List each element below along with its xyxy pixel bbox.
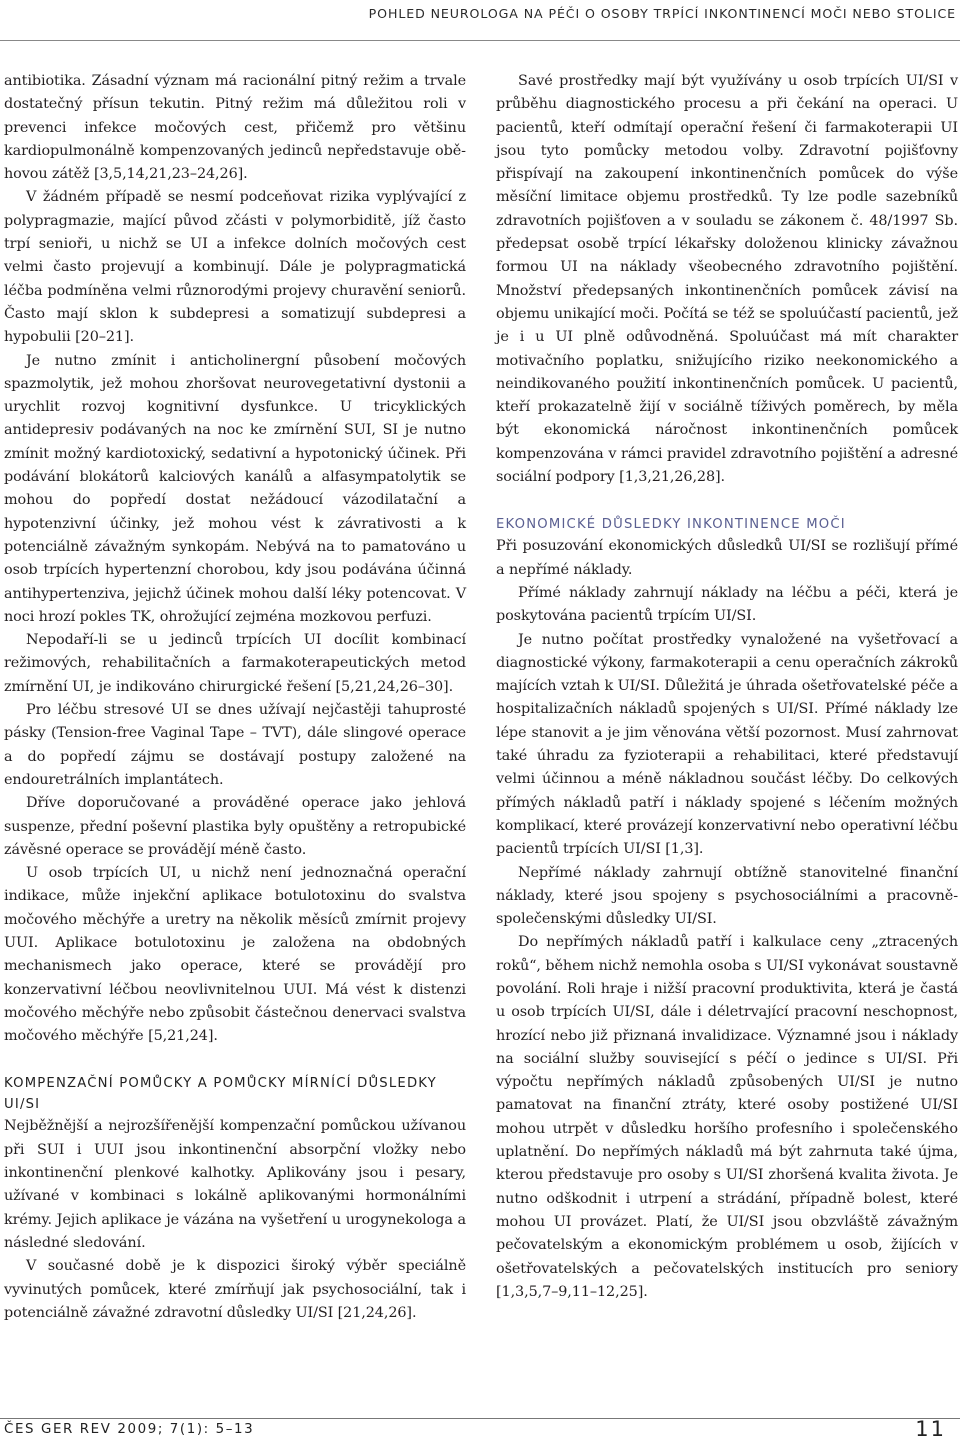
section-heading: EKONOMICKÉ DŮSLEDKY INKONTINENCE MOČI [496,517,846,533]
paragraph: Pro léčbu stresové UI se dnes užívají nejčastěji tahuprosté pásky (Tension-free Vaginal Tape – TVT), dále slingové operace a do popředí zájmu se dostávají postupy založené na endouretrálních implantátech. [4,702,466,788]
footer-rule [0,1418,960,1419]
journal-citation: ČES GER REV 2009; 7(1): 5–13 [4,1422,255,1437]
paragraph: Při posuzování ekonomických důsledků UI/SI se rozlišují přímé a nepřímé náklady. [496,538,958,578]
paragraph: Nejběžnější a nejrozšířenější kompenzační pomůckou užívanou při SUI i UUI jsou inkontinenční absorpční vložky nebo inkontinenční plenkové kalhotky. Aplikovány jsou i pesary, užívané v kombinaci s lokálně aplikovanými hormonálními krémy. Jejich aplikace je vázána na vyšetření u urogynekologa a následné sledování. [4,1118,466,1251]
left-column [4,70,466,1325]
section-heading: KOMPENZAČNÍ POMŮCKY A POMŮCKY MÍRNÍCÍ DŮSLEDKY UI/SI [4,1076,437,1113]
paragraph: antibiotika. Zásadní význam má racionální pitný režim a trvale dostatečný přísun tekutin. Pitný režim má důležitou roli v prevenci infekce močových cest, přičemž pro většinu kardiopulmonálně kompenzovaných jedinců nepředstavuje oběhovou zátěž [3,5,14,21,23–24,26]. [4,73,466,183]
paragraph: U osob trpících UI, u nichž není jednoznačná operační indikace, může injekční aplikace botulotoxinu do svalstva močového měchýře a uretry na několik měsíců zmírnit projevy UUI. Aplikace botulotoxinu je založena na obdobných mechanismech jako operace, které se provádějí pro konzervativní léčbou neovlivnitelnou UUI. Má vést k distenzi močového měchýře nebo způsobit částečnou denervaci svalstva močového měchýře [5,21,24]. [4,865,466,1045]
running-header: POHLED NEUROLOGA NA PÉČI O OSOBY TRPÍCÍ INKONTINENCÍ MOČI NEBO STOLICE [368,6,956,21]
paragraph: Nepřímé náklady zahrnují obtížně stanovitelné finanční náklady, které jsou spojeny s psychosociálními a pracovně-společenskými důsledky UI/SI. [496,864,958,928]
paragraph: Savé prostředky mají být využívány u osob trpících UI/SI v průběhu diagnostického procesu a při čekání na operaci. U pacientů, kteří odmítají operační řešení či farmakoterapii UI jsou tyto pomůcky metodou volby. Zdravotní pojišťovny přispívají na zakoupení inkontinenčních pomůcek do výše měsíční limitace objemu prostředků. Ty lze podle sazebníků zdravotních pojišťoven a v souladu se zákonem č. 48/1997 Sb. předepsat osobě trpící lékařsky doloženou klinicky závažnou formou UI na náklady všeobecného zdravotního pojištění. Množství předepsaných inkontinenčních pomůcek závisí na objemu unikající moči. Počítá se též se spoluúčastí pacientů, jež je i u UI plně odůvodněná. Spoluúčast má mít charakter motivačního poplatku, snižujícího riziko neekonomického a neindikovaného použití inkontinenčních pomůcek. U pacientů, kteří prokazatelně žijí v sociálně tíživých poměrech, by měla být ekonomická náročnost inkontinenčních pomůcek kompenzována v rámci pravidel zdravotního pojištění a adresné sociální podpory [1,3,21,26,28]. [496,73,958,486]
paragraph: Je nutno zmínit i anticholinergní působení močových spazmolytik, jež mohou zhoršovat neurovegetativní dystonii a urychlit rozvoj kognitivní dysfunkce. U tricyklických antidepresiv podávaných na noc ke zmírnění SUI, SI je nutno zmínit možný kardiotoxický, sedativní a hypotonický účinek. Při podávání blokátorů kalciových kanálů a alfasympatolytik se mohou do popředí dostat nežádoucí vázodilatační a hypotenzivní účinky, jež mohou vést k závrativosti a k potenciálně závažným synkopám. Nebývá na to pamatováno u osob trpících hypertenzní chorobou, kdy jsou podávána účinná antihypertenziva, jejichž účinek mohou další léky potencovat. V noci hrozí pokles TK, ohrožující zejména mozkovou perfuzi. [4,352,466,625]
paragraph: Nepodaří-li se u jedinců trpících UI docílit kombinací režimových, rehabilitačních a farmakoterapeutických metod zmírnění UI, je indikováno chirurgické řešení [5,21,24,26–30]. [4,632,466,695]
header-rule [0,40,960,41]
paragraph: Je nutno počítat prostředky vynaložené na vyšetřovací a diagnostické výkony, farmakoterapii a cenu operačních zákroků majících vztah k UI/SI. Důležitá je úhrada ošetřovatelské péče a hospitalizačních nákladů spojených s UI/SI. Přímé náklady lze lépe stanovit a je jim věnována větší pozornost. Musí zahrnovat také úhradu za fyzioterapii a rehabilitaci, které představují velmi účinnou a méně nákladnou součást léčby. Do celkových přímých nákladů patří i náklady spojené s léčením možných komplikací, které provázejí konzervativní nebo operativní léčbu pacientů trpících UI/SI [1,3]. [496,631,958,858]
paragraph: Dříve doporučované a prováděné operace jako jehlová suspenze, přední poševní plastika byly opuštěny a retropubické závěsné operace se provádějí méně často. [4,795,466,858]
paragraph: Přímé náklady zahrnují náklady na léčbu a péči, která je poskytována pacientů trpícím UI/SI. [496,584,958,625]
paragraph: Do nepřímých nákladů patří i kalkulace ceny „ztracených roků“, během nichž nemohla osoba s UI/SI vykonávat soustavně povolání. Roli hraje i nižší pracovní produktivita, která je častá u osob trpících UI/SI, dále i déletrvající pracovní neschopnost, hrozící nebo již přiznaná invalidizace. Významné jsou i náklady na sociální služby související s péčí o jedince s UI/SI. Při výpočtu nepřímých nákladů způsobených UI/SI je nutno pamatovat na finanční ztráty, které osoby postižené UI/SI mohou utrpět v důsledku horšího profesního i společenského uplatnění. Do nepřímých nákladů má být zahrnuta také újma, kterou představuje pro osoby s UI/SI zhoršená kvalita života. Je nutno odškodnit i utrpení a strádání, případně bolest, které mohou UI provázet. Platí, že UI/SI jsou obzvláště závažným pečovatelským a ekonomickým problémem u osob, žijících v ošetřovatelských a pečovatelských institucích pro seniory [1,3,5,7–9,11–12,25]. [496,934,958,1300]
paragraph: V žádném případě se nesmí podceňovat rizika vyplývající z polypragmazie, mající původ zčásti v polymorbiditě, jíž často trpí senioři, u nichž se UI a infekce dolních močových cest velmi často projevují a kombinují. Dále je polypragmatická léčba podmíněna velmi různorodými projevy churavění seniorů. Často mají sklon k subdepresi a somatizují subdepresi a hypobulii [20–21]. [4,189,466,346]
right-column [496,70,958,1304]
page-number: 11 [915,1417,946,1441]
paragraph: V současné době je k dispozici široký výběr speciálně vyvinutých pomůcek, které zmírňují jak psychosociální, tak i potenciálně závažné zdravotní důsledky UI/SI [21,24,26]. [4,1258,466,1321]
